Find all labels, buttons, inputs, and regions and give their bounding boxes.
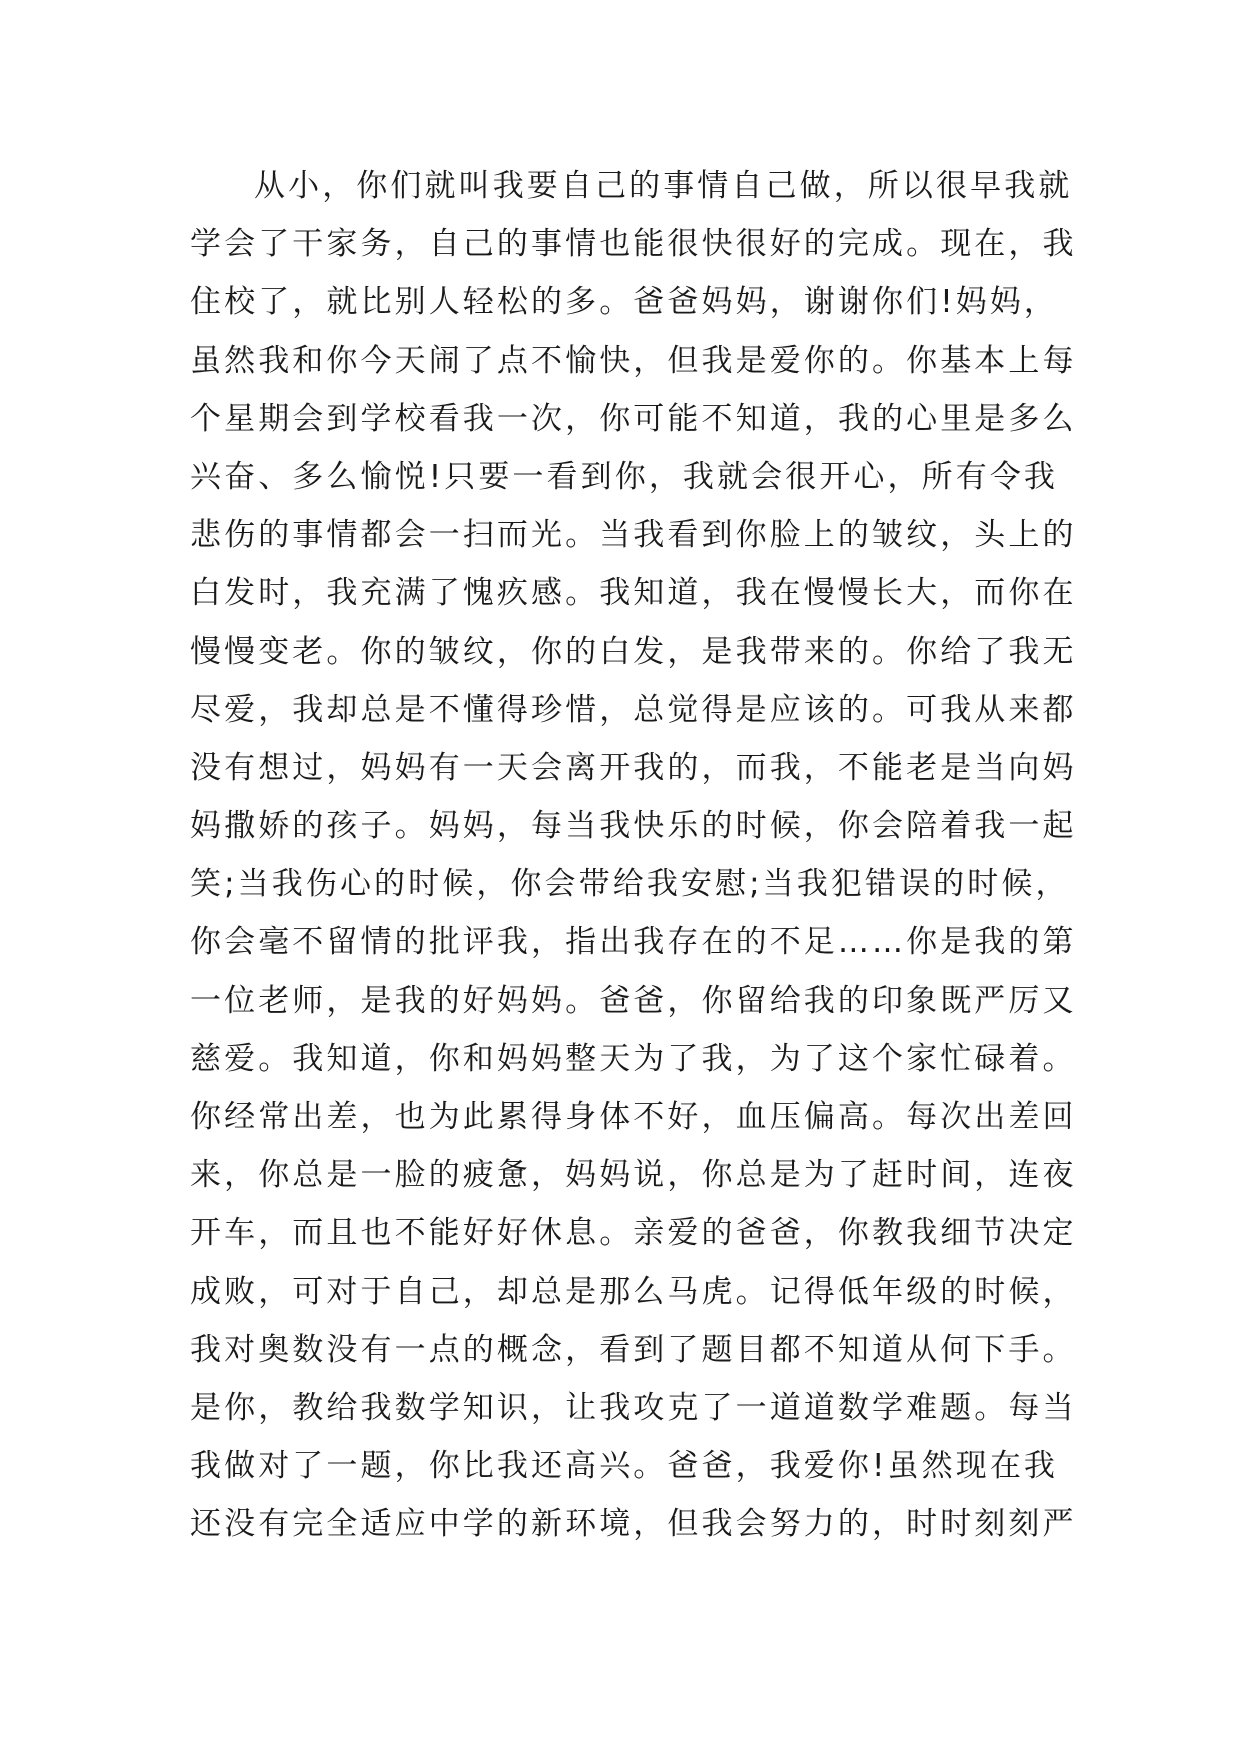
- text-line: 兴奋、多么愉悦!只要一看到你，我就会很开心，所有令我: [190, 458, 1059, 495]
- text-line: 我对奥数没有一点的概念，看到了题目都不知道从何下手。: [190, 1331, 1077, 1368]
- body-paragraph: [190, 157, 1077, 1554]
- text-line: 学会了干家务，自己的事情也能很快很好的完成。现在，我: [190, 226, 1077, 263]
- text-line: 妈撒娇的孩子。妈妈，每当我快乐的时候，你会陪着我一起: [190, 808, 1077, 845]
- text-line: 慢慢变老。你的皱纹，你的白发，是我带来的。你给了我无: [190, 633, 1077, 670]
- text-line: 是你，教给我数学知识，让我攻克了一道道数学难题。每当: [190, 1389, 1077, 1426]
- text-line: 一位老师，是我的好妈妈。爸爸，你留给我的印象既严厉又: [190, 982, 1077, 1019]
- text-line: 悲伤的事情都会一扫而光。当我看到你脸上的皱纹，头上的: [190, 517, 1077, 554]
- text-line: 你会毫不留情的批评我，指出我存在的不足……你是我的第: [190, 924, 1077, 961]
- text-line: 你经常出差，也为此累得身体不好，血压偏高。每次出差回: [190, 1099, 1077, 1135]
- text-line: 开车，而且也不能好好休息。亲爱的爸爸，你教我细节决定: [190, 1215, 1077, 1252]
- text-line: 白发时，我充满了愧疚感。我知道，我在慢慢长大，而你在: [190, 575, 1077, 612]
- text-line: 慈爱。我知道，你和妈妈整天为了我，为了这个家忙碌着。: [190, 1040, 1077, 1077]
- text-line: 来，你总是一脸的疲惫，妈妈说，你总是为了赶时间，连夜: [190, 1157, 1077, 1194]
- text-line: 笑;当我伤心的时候，你会带给我安慰;当我犯错误的时候，: [190, 866, 1070, 903]
- text-line: 没有想过，妈妈有一天会离开我的，而我，不能老是当向妈: [190, 749, 1077, 786]
- text-line: 我做对了一题，你比我还高兴。爸爸，我爱你!虽然现在我: [190, 1448, 1059, 1485]
- text-line: 尽爱，我却总是不懂得珍惜，总觉得是应该的。可我从来都: [190, 691, 1077, 728]
- text-line: 成败，可对于自己，却总是那么马虎。记得低年级的时候，: [190, 1273, 1077, 1310]
- text-line: 个星期会到学校看我一次，你可能不知道，我的心里是多么: [190, 400, 1077, 437]
- text-line: 虽然我和你今天闹了点不愉快，但我是爱你的。你基本上每: [190, 342, 1077, 379]
- text-line: 住校了，就比别人轻松的多。爸爸妈妈，谢谢你们!妈妈，: [190, 284, 1059, 321]
- text-line: 还没有完全适应中学的新环境，但我会努力的，时时刻刻严: [190, 1506, 1077, 1543]
- text-line: 从小，你们就叫我要自己的事情自己做，所以很早我就: [254, 168, 1073, 204]
